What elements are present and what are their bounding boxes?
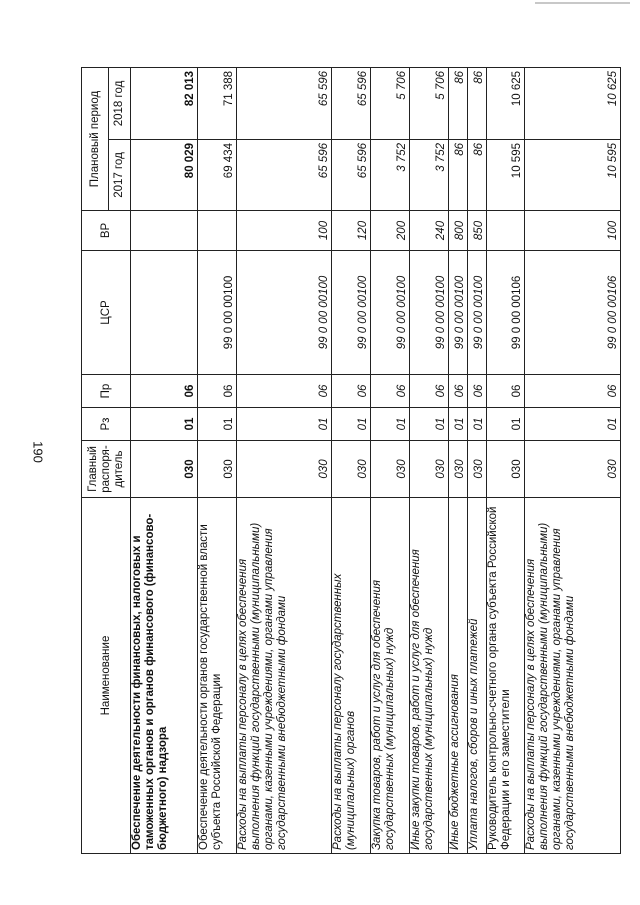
- table-row: [198, 67, 237, 853]
- budget-table: [81, 67, 621, 854]
- row-value-2018: 82 013: [131, 67, 198, 139]
- row-name: Обеспечение деятельности органов государственной власти субъекта Российской Федерации: [198, 498, 237, 854]
- row-value-2018: 86: [467, 67, 486, 139]
- row-value-2017: 10 595: [486, 140, 525, 211]
- row-value-2018: 65 596: [332, 67, 371, 139]
- header-admin: Главный распоря-дитель: [82, 441, 131, 498]
- row-csr: 99 0 00 00100: [371, 251, 410, 375]
- header-name: Наименование: [82, 498, 131, 854]
- row-pr: 06: [371, 375, 410, 408]
- row-rz: 01: [410, 408, 449, 441]
- row-value-2017: 3 752: [371, 140, 410, 211]
- top-edge-mark: [535, 2, 630, 4]
- row-name: Иные закупки товаров, работ и услуг для обеспечения государственных (муниципальных) нужд: [410, 498, 449, 854]
- row-pr: 06: [486, 375, 525, 408]
- row-admin: 030: [131, 441, 198, 498]
- rotated-table-container: [81, 68, 621, 854]
- row-vr: 100: [236, 211, 331, 251]
- header-pr: Пр: [82, 375, 131, 408]
- row-name: Руководитель контрольно-счетного органа субъекта Российской Федерации и его заместители: [486, 498, 525, 854]
- row-vr: 240: [410, 211, 449, 251]
- row-csr: 99 0 00 00100: [410, 251, 449, 375]
- row-vr: 800: [448, 211, 467, 251]
- row-csr: 99 0 00 00100: [332, 251, 371, 375]
- header-year-2017: 2017 год: [109, 140, 131, 211]
- row-vr: [198, 211, 237, 251]
- row-vr: 100: [525, 211, 621, 251]
- row-pr: 06: [525, 375, 621, 408]
- row-pr: 06: [236, 375, 331, 408]
- row-value-2017: 65 596: [236, 140, 331, 211]
- row-csr: 99 0 00 00106: [525, 251, 621, 375]
- row-admin: 030: [486, 441, 525, 498]
- row-value-2018: 10 625: [486, 67, 525, 139]
- table-row: [448, 67, 467, 853]
- row-value-2017: 80 029: [131, 140, 198, 211]
- row-pr: 06: [131, 375, 198, 408]
- row-value-2017: 86: [467, 140, 486, 211]
- row-value-2017: 86: [448, 140, 467, 211]
- row-value-2017: 10 595: [525, 140, 621, 211]
- row-value-2018: 5 706: [410, 67, 449, 139]
- row-admin: 030: [525, 441, 621, 498]
- header-vr: ВР: [82, 211, 131, 251]
- table-row: [236, 67, 331, 853]
- row-value-2018: 10 625: [525, 67, 621, 139]
- row-value-2018: 71 388: [198, 67, 237, 139]
- row-pr: 06: [332, 375, 371, 408]
- row-pr: 06: [448, 375, 467, 408]
- table-row: [332, 67, 371, 853]
- row-name: Уплата налогов, сборов и иных платежей: [467, 498, 486, 854]
- row-vr: 120: [332, 211, 371, 251]
- row-name: Расходы на выплаты персоналу государственных (муниципальных) органов: [332, 498, 371, 854]
- row-name: Иные бюджетные ассигнования: [448, 498, 467, 854]
- row-name: Расходы на выплаты персоналу в целях обеспечения выполнения функций государственными (муниципальными) органами, казенными учреждениями, органами управления государственными внебюджетными фондами: [525, 498, 621, 854]
- row-vr: 200: [371, 211, 410, 251]
- row-vr: 850: [467, 211, 486, 251]
- row-rz: 01: [448, 408, 467, 441]
- row-value-2017: 65 596: [332, 140, 371, 211]
- row-vr: [486, 211, 525, 251]
- row-admin: 030: [236, 441, 331, 498]
- row-rz: 01: [467, 408, 486, 441]
- row-name: Расходы на выплаты персоналу в целях обеспечения выполнения функций государственными (муниципальными) органами, казенными учреждениями, органами управления государственными внебюджетными фондами: [236, 498, 331, 854]
- row-admin: 030: [448, 441, 467, 498]
- row-rz: 01: [198, 408, 237, 441]
- row-rz: 01: [525, 408, 621, 441]
- page-number: 190: [30, 441, 46, 463]
- table-row: [486, 67, 525, 853]
- header-csr: ЦСР: [82, 251, 131, 375]
- row-admin: 030: [198, 441, 237, 498]
- header-rz: Рз: [82, 408, 131, 441]
- row-value-2018: 5 706: [371, 67, 410, 139]
- table-row: [131, 67, 198, 853]
- row-value-2017: 69 434: [198, 140, 237, 211]
- row-value-2018: 86: [448, 67, 467, 139]
- row-admin: 030: [332, 441, 371, 498]
- row-name: Обеспечение деятельности финансовых, налоговых и таможенных органов и органов финансового (финансово-бюджетного) надзора: [131, 498, 198, 854]
- row-vr: [131, 211, 198, 251]
- row-rz: 01: [332, 408, 371, 441]
- row-pr: 06: [467, 375, 486, 408]
- row-admin: 030: [371, 441, 410, 498]
- row-rz: 01: [371, 408, 410, 441]
- row-csr: 99 0 00 00106: [486, 251, 525, 375]
- row-admin: 030: [410, 441, 449, 498]
- row-value-2017: 3 752: [410, 140, 449, 211]
- row-rz: 01: [486, 408, 525, 441]
- row-csr: 99 0 00 00100: [198, 251, 237, 375]
- row-pr: 06: [410, 375, 449, 408]
- header-plan-period: Плановый период: [82, 67, 109, 210]
- row-admin: 030: [467, 441, 486, 498]
- row-rz: 01: [131, 408, 198, 441]
- header-year-2018: 2018 год: [109, 67, 131, 139]
- row-pr: 06: [198, 375, 237, 408]
- row-value-2018: 65 596: [236, 67, 331, 139]
- table-row: [525, 67, 621, 853]
- row-csr: [131, 251, 198, 375]
- row-csr: 99 0 00 00100: [236, 251, 331, 375]
- row-name: Закупка товаров, работ и услуг для обеспечения государственных (муниципальных) нужд: [371, 498, 410, 854]
- row-csr: 99 0 00 00100: [448, 251, 467, 375]
- table-row: [371, 67, 410, 853]
- table-row: [467, 67, 486, 853]
- row-csr: 99 0 00 00100: [467, 251, 486, 375]
- row-rz: 01: [236, 408, 331, 441]
- table-row: [410, 67, 449, 853]
